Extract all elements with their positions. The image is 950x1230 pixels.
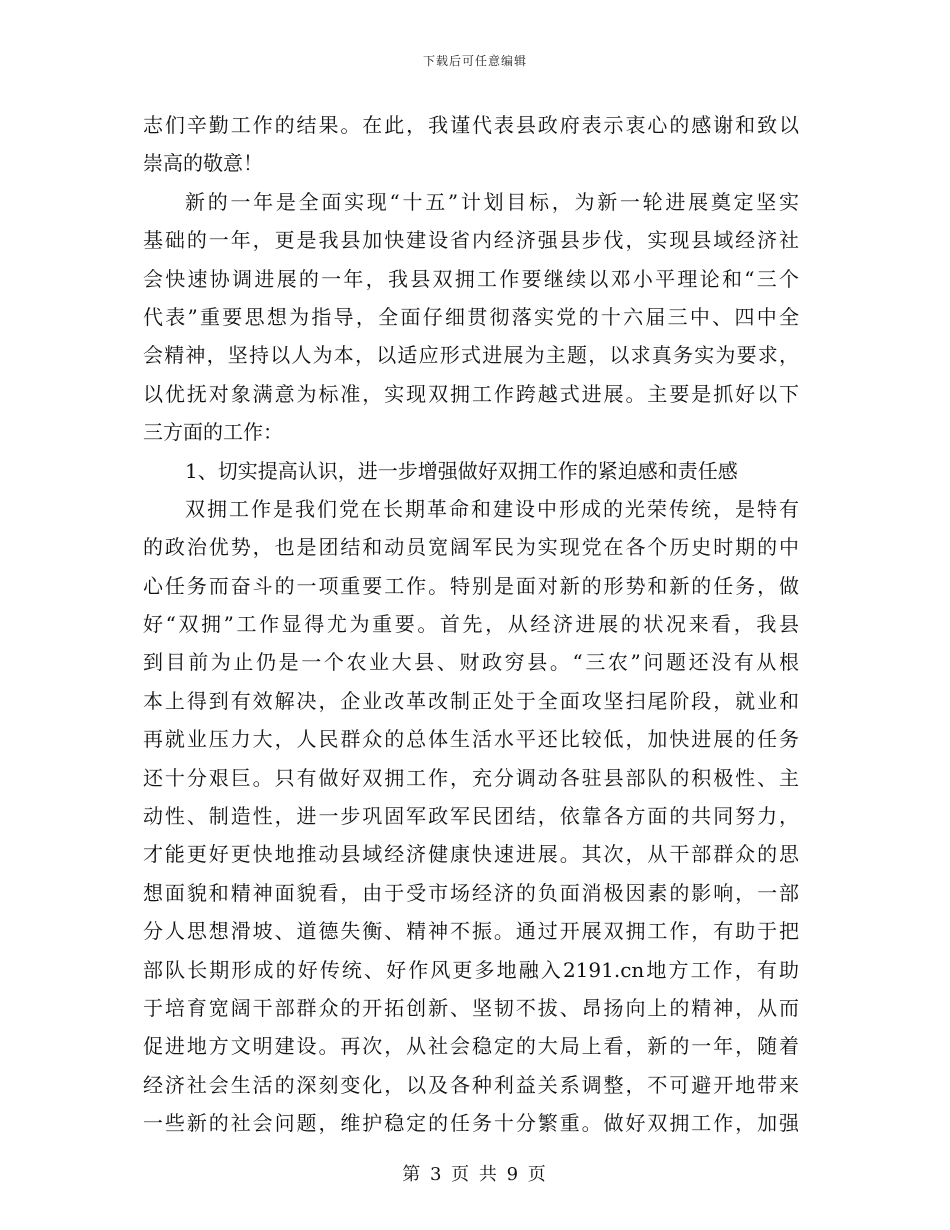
text-line: 新的一年是全面实现“十五”计划目标，为新一轮进展奠定坚实 [185,189,799,214]
text-line: 志们辛勤工作的结果。在此，我谨代表县政府表示衷心的感谢和致以 [143,113,799,137]
document-body [143,106,799,1143]
text-line: 心任务而奋斗的一项重要工作。特别是面对新的形势和新的任务，做 [143,573,799,598]
text-line: 会精神，坚持以人为本，以适应形式进展为主题，以求真务实为要求， [143,343,799,368]
text-line: 经济社会生活的深刻变化，以及各种利益关系调整，不可避开地带来 [143,1072,799,1097]
text-line: 于培育宽阔干部群众的开拓创新、坚韧不拔、昂扬向上的精神，从而 [143,995,799,1020]
text-line: 好“双拥”工作显得尤为重要。首先，从经济进展的状况来看，我县 [143,612,799,637]
text-line: 再就业压力大，人民群众的总体生活水平还比较低，加快进展的任务 [143,727,799,752]
text-line: 本上得到有效解决，企业改革改制正处于全面攻坚扫尾阶段，就业和 [143,688,799,713]
text-line: 还十分艰巨。只有做好双拥工作，充分调动各驻县部队的积极性、主 [143,765,799,790]
section-heading: 1、切实提高认识，进一步增强做好双拥工作的紧迫感和责任感 [185,458,738,483]
text-line: 的政治优势，也是团结和动员宽阔军民为实现党在各个历史时期的中 [143,535,799,560]
text-line: 基础的一年，更是我县加快建设省内经济强县步伐，实现县域经济社 [143,228,799,253]
text-line: 以优抚对象满意为标准，实现双拥工作跨越式进展。主要是抓好以下 [143,381,799,406]
text-line: 崇高的敬意！ [143,151,263,176]
text-line: 代表”重要思想为指导，全面仔细贯彻落实党的十六届三中、四中全 [143,304,799,329]
text-line: 部队长期形成的好传统、好作风更多地融入2191.cn地方工作，有助 [143,957,799,982]
text-line: 三方面的工作： [143,420,283,445]
text-line: 想面貌和精神面貌看，由于受市场经济的负面消极因素的影响，一部 [143,880,799,905]
text-line: 促进地方文明建设。再次，从社会稳定的大局上看，新的一年，随着 [143,1034,799,1059]
text-line: 会快速协调进展的一年，我县双拥工作要继续以邓小平理论和“三个 [143,266,799,291]
text-line: 动性、制造性，进一步巩固军政军民团结，依靠各方面的共同努力， [143,804,799,829]
text-line: 到目前为止仍是一个农业大县、财政穷县。“三农”问题还没有从根 [143,650,799,675]
text-line: 分人思想滑坡、道德失衡、精神不振。通过开展双拥工作，有助于把 [143,919,799,944]
page-header-note: 下载后可任意编辑 [422,54,527,68]
text-line: 一些新的社会问题，维护稳定的任务十分繁重。做好双拥工作，加强 [143,1111,799,1136]
text-line: 才能更好更快地推动县域经济健康快速进展。其次，从干部群众的思 [143,842,799,867]
page-number-footer: 第 3 页 共 9 页 [402,1164,548,1185]
text-line: 双拥工作是我们党在长期革命和建设中形成的光荣传统，是特有 [185,496,799,521]
